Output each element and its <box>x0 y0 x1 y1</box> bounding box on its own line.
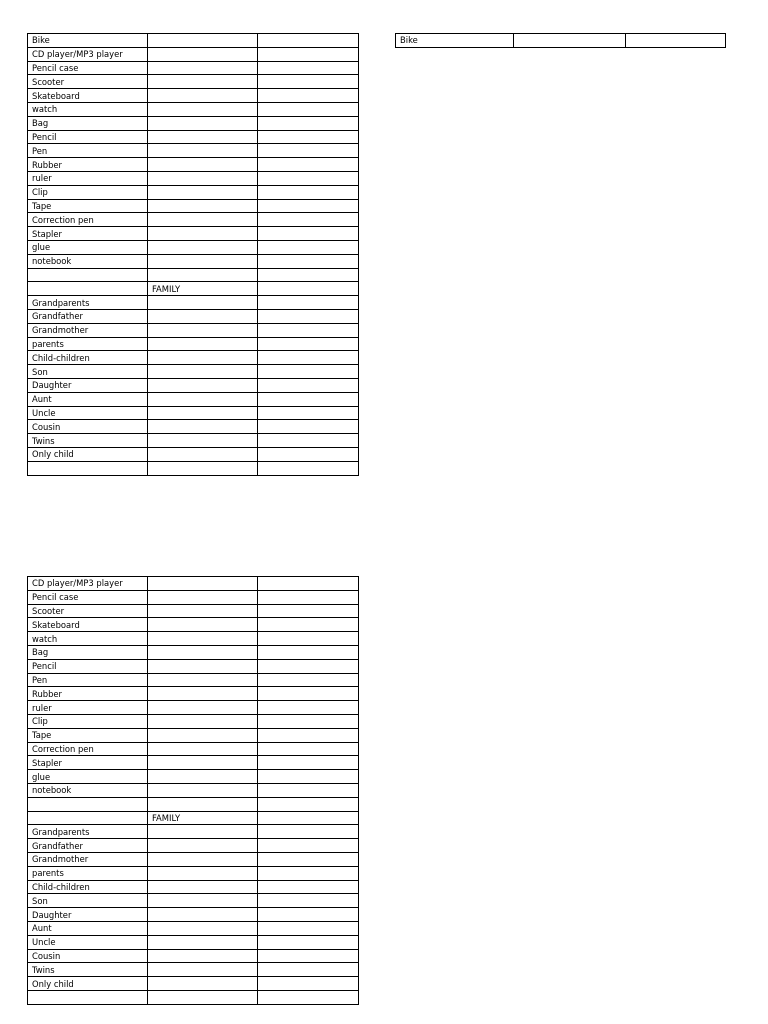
table-row <box>28 461 359 475</box>
vocabulary-table-top <box>27 33 359 476</box>
table-cell <box>148 116 258 130</box>
table-cell <box>258 75 359 89</box>
table-row <box>28 47 359 61</box>
table-cell <box>258 227 359 241</box>
table-row <box>28 866 359 880</box>
table-cell <box>148 102 258 116</box>
table-row <box>28 240 359 254</box>
table-row <box>28 213 359 227</box>
term-cell: Cousin <box>28 420 148 434</box>
table-cell <box>626 34 726 48</box>
table-cell <box>148 61 258 75</box>
term-cell: Only child <box>28 447 148 461</box>
table-cell <box>258 645 359 659</box>
table-cell <box>148 461 258 475</box>
table-row <box>28 144 359 158</box>
term-cell <box>28 461 148 475</box>
table-cell <box>258 963 359 977</box>
table-cell <box>148 144 258 158</box>
table-row <box>28 839 359 853</box>
table-row <box>396 34 726 48</box>
table-row <box>28 811 359 825</box>
table-cell <box>258 687 359 701</box>
table-cell <box>258 977 359 991</box>
table-cell <box>148 434 258 448</box>
table-row <box>28 158 359 172</box>
term-cell: Child-children <box>28 880 148 894</box>
table-cell <box>258 282 359 296</box>
table-cell <box>258 590 359 604</box>
table-row <box>28 714 359 728</box>
term-cell: Aunt <box>28 921 148 935</box>
table-cell <box>148 894 258 908</box>
term-cell: parents <box>28 337 148 351</box>
table-row <box>28 296 359 310</box>
table-cell <box>148 199 258 213</box>
table-cell <box>148 447 258 461</box>
term-cell: Twins <box>28 963 148 977</box>
table-cell <box>258 89 359 103</box>
term-cell: Aunt <box>28 392 148 406</box>
table-cell <box>148 89 258 103</box>
vocabulary-table-right <box>395 33 726 48</box>
table-row <box>28 659 359 673</box>
table-cell <box>148 742 258 756</box>
term-cell: Uncle <box>28 935 148 949</box>
term-cell: notebook <box>28 783 148 797</box>
table-row <box>28 742 359 756</box>
table-cell <box>148 34 258 48</box>
table-cell <box>148 783 258 797</box>
table-cell <box>148 866 258 880</box>
table-cell <box>514 34 626 48</box>
table-cell <box>258 434 359 448</box>
table-row <box>28 935 359 949</box>
table-cell <box>148 309 258 323</box>
table-row <box>28 852 359 866</box>
table-cell <box>148 130 258 144</box>
table-cell <box>258 199 359 213</box>
table-cell <box>258 852 359 866</box>
term-cell: ruler <box>28 701 148 715</box>
term-cell: Correction pen <box>28 742 148 756</box>
term-cell: Uncle <box>28 406 148 420</box>
table-cell <box>148 687 258 701</box>
term-cell: Stapler <box>28 227 148 241</box>
table-cell <box>148 770 258 784</box>
table-row <box>28 378 359 392</box>
table-row <box>28 977 359 991</box>
table-row <box>28 618 359 632</box>
table-row <box>28 282 359 296</box>
term-cell: Grandparents <box>28 296 148 310</box>
table-cell <box>258 406 359 420</box>
table-row <box>28 687 359 701</box>
table-cell <box>258 61 359 75</box>
term-cell: Pencil case <box>28 590 148 604</box>
table-cell <box>148 825 258 839</box>
table-row <box>28 632 359 646</box>
table-row <box>28 406 359 420</box>
term-cell: Pencil <box>28 130 148 144</box>
table-cell <box>258 213 359 227</box>
term-cell: Twins <box>28 434 148 448</box>
table-row <box>28 365 359 379</box>
table-cell <box>148 880 258 894</box>
table-cell <box>258 797 359 811</box>
table-cell <box>258 949 359 963</box>
term-cell: Skateboard <box>28 89 148 103</box>
table-cell <box>258 268 359 282</box>
table-cell <box>148 351 258 365</box>
table-row <box>28 185 359 199</box>
table-cell <box>258 447 359 461</box>
term-cell: parents <box>28 866 148 880</box>
table-row <box>28 949 359 963</box>
table-row <box>28 337 359 351</box>
table-cell <box>148 185 258 199</box>
table-cell <box>258 254 359 268</box>
table-cell <box>258 866 359 880</box>
term-cell: Pencil case <box>28 61 148 75</box>
term-cell: Pen <box>28 673 148 687</box>
table-cell <box>258 632 359 646</box>
term-cell: Rubber <box>28 158 148 172</box>
table-cell: FAMILY <box>148 811 258 825</box>
table-cell <box>258 783 359 797</box>
term-cell: Grandfather <box>28 309 148 323</box>
table-row <box>28 199 359 213</box>
table-cell <box>148 268 258 282</box>
table-cell <box>258 839 359 853</box>
table-cell <box>258 577 359 591</box>
term-cell: watch <box>28 102 148 116</box>
table-cell <box>148 673 258 687</box>
table-row <box>28 604 359 618</box>
term-cell: Son <box>28 365 148 379</box>
term-cell <box>28 282 148 296</box>
table-cell <box>258 673 359 687</box>
table-cell <box>258 420 359 434</box>
table-cell <box>258 894 359 908</box>
term-cell: Child-children <box>28 351 148 365</box>
term-cell: Daughter <box>28 378 148 392</box>
table-row <box>28 701 359 715</box>
table-cell <box>258 604 359 618</box>
table-cell <box>148 420 258 434</box>
term-cell: ruler <box>28 171 148 185</box>
term-cell: Skateboard <box>28 618 148 632</box>
term-cell: Grandfather <box>28 839 148 853</box>
table-cell <box>258 880 359 894</box>
table-row <box>28 756 359 770</box>
table-cell <box>258 351 359 365</box>
table-cell <box>148 797 258 811</box>
term-cell: Stapler <box>28 756 148 770</box>
table-cell <box>148 714 258 728</box>
term-cell: glue <box>28 240 148 254</box>
table-cell <box>148 75 258 89</box>
table-cell <box>148 392 258 406</box>
table-cell <box>258 323 359 337</box>
table-cell <box>258 309 359 323</box>
table-cell <box>148 728 258 742</box>
table-row <box>28 673 359 687</box>
table-row <box>28 268 359 282</box>
table-row <box>28 254 359 268</box>
term-cell: Clip <box>28 714 148 728</box>
term-cell: Rubber <box>28 687 148 701</box>
table-cell <box>258 130 359 144</box>
table-cell <box>148 701 258 715</box>
table-cell <box>258 158 359 172</box>
term-cell: Pencil <box>28 659 148 673</box>
table-cell <box>258 365 359 379</box>
table-cell <box>258 185 359 199</box>
table-cell <box>148 949 258 963</box>
term-cell <box>28 268 148 282</box>
table-row <box>28 34 359 48</box>
table-cell <box>148 378 258 392</box>
table-cell <box>148 908 258 922</box>
term-cell: Grandparents <box>28 825 148 839</box>
table-row <box>28 728 359 742</box>
table-cell <box>148 323 258 337</box>
table-cell <box>148 659 258 673</box>
term-cell: Bike <box>28 34 148 48</box>
table-row <box>28 797 359 811</box>
term-cell <box>28 811 148 825</box>
table-cell <box>148 47 258 61</box>
table-cell <box>258 618 359 632</box>
term-cell: CD player/MP3 player <box>28 577 148 591</box>
vocabulary-table-bottom <box>27 576 359 1005</box>
table-row <box>28 880 359 894</box>
table-row <box>28 309 359 323</box>
table-cell <box>258 811 359 825</box>
term-cell: Cousin <box>28 949 148 963</box>
term-cell: Grandmother <box>28 852 148 866</box>
table-cell <box>258 116 359 130</box>
table-cell <box>148 213 258 227</box>
table-cell <box>148 604 258 618</box>
table-row <box>28 171 359 185</box>
table-cell <box>258 701 359 715</box>
table-cell <box>258 756 359 770</box>
term-cell: Grandmother <box>28 323 148 337</box>
table-body <box>28 577 359 1005</box>
term-cell: notebook <box>28 254 148 268</box>
term-cell: glue <box>28 770 148 784</box>
table-cell <box>258 908 359 922</box>
table-cell <box>148 577 258 591</box>
table-cell <box>258 378 359 392</box>
table-cell <box>258 144 359 158</box>
table-cell <box>148 254 258 268</box>
term-cell: Scooter <box>28 75 148 89</box>
table-cell <box>148 977 258 991</box>
table-cell <box>258 337 359 351</box>
table-row <box>28 921 359 935</box>
table-cell <box>258 659 359 673</box>
table-cell <box>148 935 258 949</box>
table-body <box>28 34 359 476</box>
table-cell <box>148 632 258 646</box>
table-cell <box>148 240 258 254</box>
table-row <box>28 590 359 604</box>
table-row <box>28 116 359 130</box>
term-cell: Clip <box>28 185 148 199</box>
table-body <box>396 34 726 48</box>
table-row <box>28 102 359 116</box>
term-cell: Tape <box>28 199 148 213</box>
term-cell <box>28 990 148 1004</box>
term-cell: Bag <box>28 645 148 659</box>
term-cell: Only child <box>28 977 148 991</box>
table-row <box>28 963 359 977</box>
table-row <box>28 990 359 1004</box>
table-cell <box>148 365 258 379</box>
table-row <box>28 645 359 659</box>
term-cell: Correction pen <box>28 213 148 227</box>
table-row <box>28 227 359 241</box>
table-cell <box>258 935 359 949</box>
term-cell <box>28 797 148 811</box>
table-row <box>28 908 359 922</box>
term-cell: Bike <box>396 34 514 48</box>
table-row <box>28 783 359 797</box>
table-row <box>28 434 359 448</box>
term-cell: Pen <box>28 144 148 158</box>
table-cell <box>258 728 359 742</box>
table-cell <box>148 158 258 172</box>
term-cell: Tape <box>28 728 148 742</box>
table-cell <box>148 921 258 935</box>
term-cell: Daughter <box>28 908 148 922</box>
table-cell <box>148 296 258 310</box>
table-cell <box>258 102 359 116</box>
table-row <box>28 89 359 103</box>
table-cell <box>258 392 359 406</box>
table-row <box>28 420 359 434</box>
table-cell <box>258 296 359 310</box>
table-cell <box>148 963 258 977</box>
term-cell: Son <box>28 894 148 908</box>
table-row <box>28 323 359 337</box>
term-cell: watch <box>28 632 148 646</box>
table-cell: FAMILY <box>148 282 258 296</box>
table-cell <box>258 990 359 1004</box>
table-cell <box>148 227 258 241</box>
table-row <box>28 75 359 89</box>
table-cell <box>258 47 359 61</box>
table-row <box>28 130 359 144</box>
table-cell <box>258 825 359 839</box>
table-cell <box>148 590 258 604</box>
table-cell <box>148 756 258 770</box>
table-cell <box>258 770 359 784</box>
table-cell <box>258 921 359 935</box>
table-cell <box>148 337 258 351</box>
table-row <box>28 577 359 591</box>
table-row <box>28 894 359 908</box>
table-cell <box>258 240 359 254</box>
term-cell: Bag <box>28 116 148 130</box>
table-cell <box>148 645 258 659</box>
table-cell <box>148 990 258 1004</box>
table-row <box>28 392 359 406</box>
table-cell <box>258 714 359 728</box>
table-row <box>28 447 359 461</box>
table-cell <box>258 742 359 756</box>
table-row <box>28 770 359 784</box>
term-cell: CD player/MP3 player <box>28 47 148 61</box>
table-row <box>28 351 359 365</box>
table-cell <box>148 171 258 185</box>
term-cell: Scooter <box>28 604 148 618</box>
table-cell <box>258 34 359 48</box>
table-cell <box>148 852 258 866</box>
table-cell <box>148 406 258 420</box>
table-cell <box>148 839 258 853</box>
table-cell <box>258 461 359 475</box>
table-cell <box>258 171 359 185</box>
table-row <box>28 61 359 75</box>
table-cell <box>148 618 258 632</box>
table-row <box>28 825 359 839</box>
